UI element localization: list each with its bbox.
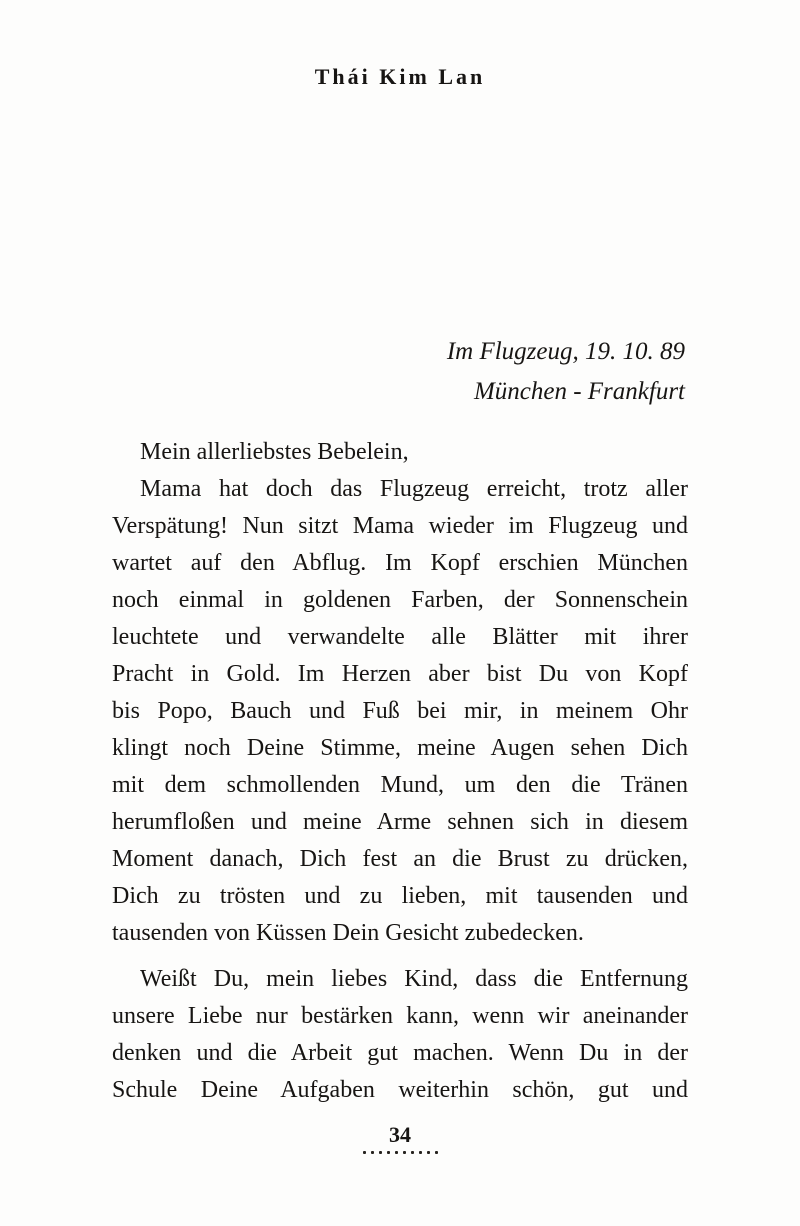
footer-dot xyxy=(371,1151,374,1154)
dateline-place-date: Im Flugzeug, 19. 10. 89 xyxy=(446,338,685,365)
page-footer xyxy=(0,1122,800,1154)
letter-line: Pracht in Gold. Im Herzen aber bist Du von Kopf xyxy=(112,661,688,687)
letter-line: bis Popo, Bauch und Fuß bei mir, in meinem Ohr xyxy=(112,698,688,724)
footer-dot xyxy=(387,1151,390,1154)
dateline-route: München - Frankfurt xyxy=(473,378,685,405)
letter-line: Schule Deine Aufgaben weiterhin schön, gut und xyxy=(112,1077,688,1103)
running-header-author: Thái Kim Lan xyxy=(314,64,486,89)
letter-line: Verspätung! Nun sitzt Mama wieder im Flugzeug und xyxy=(112,513,688,539)
letter-line: Mama hat doch das Flugzeug erreicht, trotz aller xyxy=(140,476,688,502)
footer-dot xyxy=(395,1151,398,1154)
letter-line: Dich zu trösten und zu lieben, mit tausenden und xyxy=(112,883,688,909)
footer-dot xyxy=(435,1151,438,1154)
letter-line: leuchtete und verwandelte alle Blätter mit ihrer xyxy=(112,624,688,650)
paragraph-2 xyxy=(112,961,688,1109)
footer-dot xyxy=(363,1151,366,1154)
letter-line: herumfloßen und meine Arme sehnen sich in diesem xyxy=(112,809,688,835)
page-number: 34 xyxy=(389,1122,411,1147)
letter-line: Weißt Du, mein liebes Kind, dass die Entfernung xyxy=(140,966,688,992)
dateline xyxy=(0,332,800,412)
salutation: Mein allerliebstes Bebelein, xyxy=(140,439,409,465)
footer-dot xyxy=(411,1151,414,1154)
letter-line: tausenden von Küssen Dein Gesicht zubedecken. xyxy=(112,920,584,946)
letter-line: Moment danach, Dich fest an die Brust zu drücken, xyxy=(112,846,688,872)
paragraph-1 xyxy=(112,471,688,952)
footer-dotted-rule xyxy=(0,1151,800,1154)
letter-line: klingt noch Deine Stimme, meine Augen sehen Dich xyxy=(112,735,688,761)
footer-dot xyxy=(427,1151,430,1154)
footer-dot xyxy=(403,1151,406,1154)
letter-body xyxy=(0,434,800,1109)
letter-line: mit dem schmollenden Mund, um den die Tränen xyxy=(112,772,688,798)
letter-line: noch einmal in goldenen Farben, der Sonnenschein xyxy=(112,587,688,613)
letter-line: denken und die Arbeit gut machen. Wenn Du in der xyxy=(112,1040,688,1066)
footer-dot xyxy=(419,1151,422,1154)
letter-line: unsere Liebe nur bestärken kann, wenn wir aneinander xyxy=(112,1003,688,1029)
footer-dot xyxy=(379,1151,382,1154)
letter-line: wartet auf den Abflug. Im Kopf erschien München xyxy=(112,550,688,576)
